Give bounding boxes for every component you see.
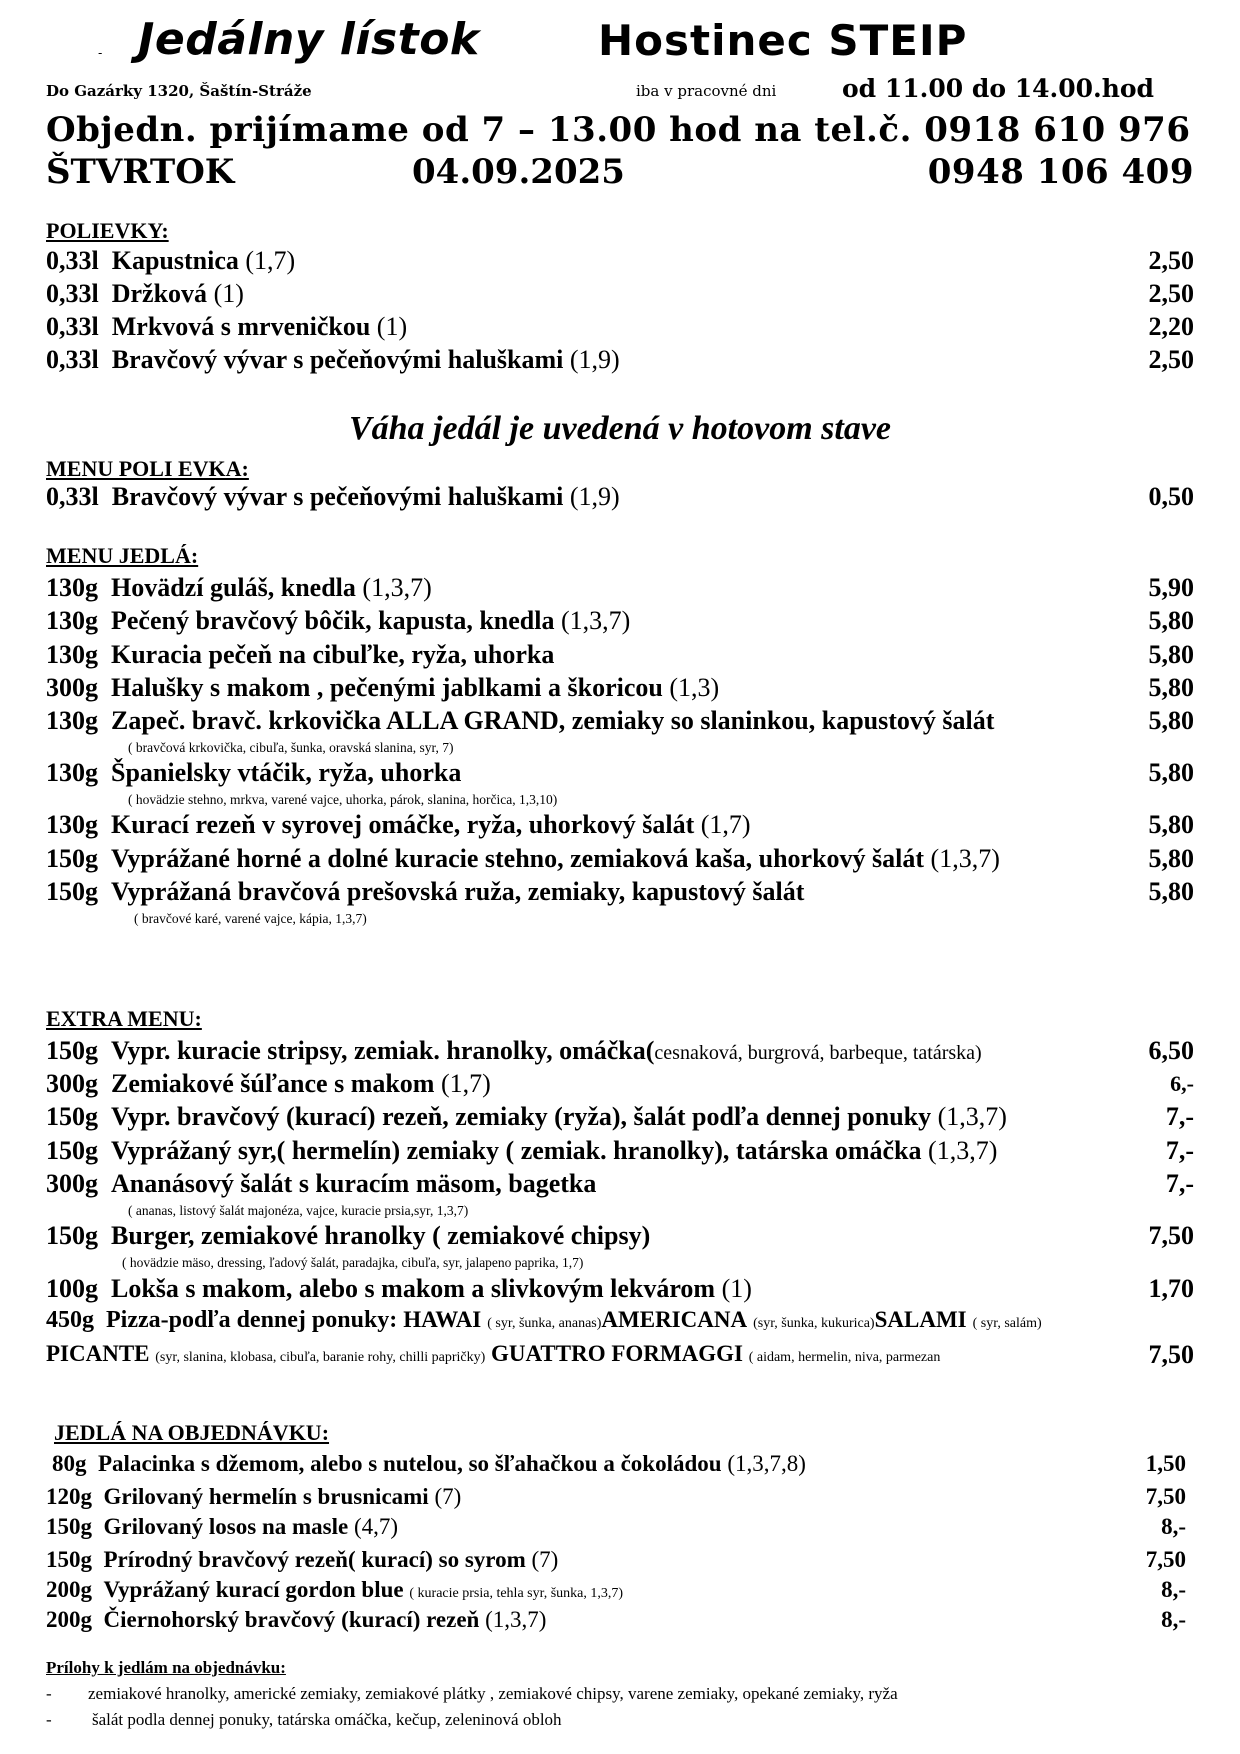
pizza-salami-ingredients: ( syr, salám)	[972, 1316, 1042, 1331]
section-heading-soups: POLIEVKY:	[46, 218, 169, 243]
side-line	[46, 1684, 898, 1704]
sides-heading: Prílohy k jedlám na objednávku:	[46, 1658, 286, 1677]
item-price: 5,80	[1148, 877, 1194, 906]
item-ingredients: ( hovädzie mäso, dressing, ľadový šalát, paradajka, cibuľa, syr, jalapeno paprika, 1,7)	[122, 1255, 584, 1270]
meal-item	[46, 758, 461, 788]
section-heading-on-order: JEDLÁ NA OBJEDNÁVKU:	[54, 1420, 330, 1445]
section-heading-menu-soup: MENU POLI EVKA:	[46, 456, 249, 481]
address: Do Gazárky 1320, Šaštín-Stráže	[46, 82, 312, 100]
item-allergens: (1,3)	[669, 673, 720, 702]
item-weight: 150g	[46, 877, 98, 906]
item-name: Držková	[111, 279, 208, 308]
item-price: 7,-	[1165, 1169, 1194, 1198]
section-heading-menu-meals: MENU JEDLÁ:	[46, 543, 199, 568]
header-dot: -	[98, 46, 103, 60]
item-name: Kuracia pečeň na cibuľke, ryža, uhorka	[111, 640, 555, 669]
item-weight: 80g	[52, 1451, 87, 1476]
item-weight: 300g	[46, 1169, 98, 1198]
item-allergens: (7)	[531, 1547, 559, 1572]
pizza-salami: SALAMI	[874, 1307, 967, 1332]
order-item	[52, 1451, 806, 1477]
side-line	[46, 1710, 562, 1730]
item-name: Grilovaný losos na masle	[103, 1514, 349, 1539]
item-allergens: (4,7)	[353, 1514, 399, 1539]
item-price: 1,50	[1145, 1451, 1186, 1476]
order-item	[46, 1577, 623, 1603]
item-price: 8,-	[1161, 1577, 1186, 1602]
item-weight: 450g	[46, 1307, 94, 1333]
item-name: Kurací rezeň v syrovej omáčke, ryža, uhorkový šalát	[111, 810, 695, 839]
item-allergens: (1,3,7)	[937, 1102, 1007, 1131]
item-weight: 0,33l	[46, 279, 99, 308]
item-price: 5,90	[1148, 573, 1194, 602]
soup-item	[46, 312, 407, 342]
item-name: Vypr. kuracie stripsy, zemiak. hranolky, omáčka(	[111, 1036, 655, 1065]
item-weight: 150g	[46, 1547, 92, 1572]
item-sauces: cesnaková, burgrová, barbeque, tatárska)	[654, 1042, 982, 1064]
meal-item	[46, 606, 630, 636]
list-dash: -	[46, 1710, 52, 1729]
item-allergens: (1)	[721, 1274, 752, 1303]
item-price: 2,50	[1148, 246, 1194, 275]
item-weight: 130g	[46, 573, 98, 602]
item-price: 7,50	[1148, 1340, 1194, 1369]
order-item	[46, 1514, 398, 1540]
item-name: Pizza-podľa dennej ponuky:	[106, 1307, 398, 1333]
item-name: Vyprážaný kurací gordon blue	[103, 1577, 404, 1602]
pizza-picante-ingredients: (syr, slanina, klobasa, cibuľa, baranie rohy, chilli papričky)	[155, 1350, 486, 1365]
item-price: 5,80	[1148, 758, 1194, 787]
pizza-item	[46, 1307, 1042, 1334]
item-name: Hovädzí guláš, knedla	[111, 573, 356, 602]
item-allergens: (1,3,7)	[485, 1607, 547, 1632]
item-weight: 150g	[46, 844, 98, 873]
item-allergens: (1,7)	[440, 1069, 491, 1098]
item-price: 5,80	[1148, 673, 1194, 702]
item-price: 8,-	[1161, 1514, 1186, 1539]
item-name: Burger, zemiakové hranolky ( zemiakové chipsy)	[111, 1221, 651, 1250]
pizza-americana: AMERICANA	[601, 1307, 748, 1332]
pizza-hawai: HAWAI	[403, 1307, 482, 1332]
item-name: Pečený bravčový bôčik, kapusta, knedla	[111, 606, 555, 635]
item-price: 7,50	[1145, 1547, 1186, 1572]
menu-soup-item	[46, 482, 620, 512]
item-name: Palacinka s džemom, alebo s nutelou, so šľahačkou a čokoládou	[98, 1451, 722, 1476]
item-weight: 0,33l	[46, 482, 99, 511]
item-allergens: (1,9)	[569, 482, 620, 511]
extra-item	[46, 1036, 982, 1066]
item-weight: 150g	[46, 1036, 98, 1065]
day-of-week: ŠTVRTOK	[46, 152, 235, 192]
item-weight: 130g	[46, 758, 98, 787]
phone-number-2: 0948 106 409	[927, 152, 1194, 192]
item-price: 7,-	[1165, 1136, 1194, 1165]
item-name: Mrkvová s mrveničkou	[111, 312, 371, 341]
item-name: Zapeč. bravč. krkovička ALLA GRAND, zemiaky so slaninkou, kapustový šalát	[111, 706, 995, 735]
item-price: 7,50	[1148, 1221, 1194, 1250]
restaurant-name: Hostinec STEIP	[598, 16, 968, 65]
pizza-formaggi: GUATTRO FORMAGGI	[491, 1341, 743, 1366]
item-price: 0,50	[1148, 482, 1194, 511]
item-weight: 0,33l	[46, 312, 99, 341]
item-allergens: (1,3,7,8)	[727, 1451, 806, 1476]
item-weight: 150g	[46, 1514, 92, 1539]
side-text: šalát podla dennej ponuky, tatárska omáčka, kečup, zeleninová obloh	[92, 1710, 562, 1729]
item-name: Bravčový vývar s pečeňovými haluškami	[111, 482, 564, 511]
meal-item	[46, 706, 994, 736]
item-ingredients: ( bravčové karé, varené vajce, kápia, 1,3,7)	[134, 911, 367, 926]
weight-note: Váha jedál je uvedená v hotovom stave	[348, 410, 892, 447]
opening-hours: od 11.00 do 14.00.hod	[842, 74, 1155, 103]
item-allergens: (1,3,7)	[362, 573, 432, 602]
item-price: 5,80	[1148, 640, 1194, 669]
item-allergens: (7)	[434, 1484, 462, 1509]
item-price: 8,-	[1161, 1607, 1186, 1632]
soup-item	[46, 279, 244, 309]
meal-item	[46, 673, 719, 703]
item-name: Zemiakové šúľance s makom	[111, 1069, 435, 1098]
item-price: 5,80	[1148, 706, 1194, 735]
order-item	[46, 1607, 546, 1633]
item-name: Vyprážané horné a dolné kuracie stehno, zemiaková kaša, uhorkový šalát	[111, 844, 925, 873]
orders-line: Objedn. prijímame od 7 – 13.00 hod na tel.č. 0918 610 976	[46, 110, 1191, 150]
side-text: zemiakové hranolky, americké zemiaky, zemiakové plátky , zemiakové chipsy, varene zemiaky, opekané zemiaky, ryža	[88, 1684, 898, 1703]
item-weight: 130g	[46, 640, 98, 669]
soup-item	[46, 246, 295, 276]
extra-item	[46, 1169, 596, 1199]
item-price: 7,-	[1165, 1102, 1194, 1131]
item-ingredients: ( bravčová krkovička, cibuľa, šunka, oravská slanina, syr, 7)	[128, 740, 454, 755]
item-weight: 130g	[46, 706, 98, 735]
item-name: Bravčový vývar s pečeňovými haluškami	[111, 345, 564, 374]
item-name: Španielsky vtáčik, ryža, uhorka	[111, 758, 462, 787]
item-name: Čiernohorský bravčový (kurací) rezeň	[103, 1607, 480, 1632]
pizza-picante: PICANTE	[46, 1341, 150, 1366]
item-weight: 130g	[46, 606, 98, 635]
item-allergens: (1,3,7)	[561, 606, 631, 635]
item-name: Halušky s makom , pečenými jablkami a škoricou	[111, 673, 663, 702]
item-weight: 200g	[46, 1607, 92, 1632]
item-name: Vyprážaný syr,( hermelín) zemiaky ( zemiak. hranolky), tatárska omáčka	[111, 1136, 922, 1165]
item-allergens: (1,9)	[569, 345, 620, 374]
item-allergens: (1)	[376, 312, 408, 341]
item-allergens: (1,7)	[245, 246, 296, 275]
item-allergens: (1,3,7)	[930, 844, 1000, 873]
item-name: Vypr. bravčový (kurací) rezeň, zemiaky (ryža), šalát podľa dennej ponuky	[111, 1102, 932, 1131]
meal-item	[46, 877, 804, 907]
item-allergens: ( kuracie prsia, tehla syr, šunka, 1,3,7)	[409, 1586, 624, 1601]
item-weight: 120g	[46, 1484, 92, 1509]
pizza-formaggi-ingredients: ( aidam, hermelin, niva, parmezan	[748, 1350, 941, 1365]
item-weight: 100g	[46, 1274, 98, 1303]
item-name: Ananásový šalát s kuracím mäsom, bagetka	[111, 1169, 597, 1198]
meal-item	[46, 844, 1000, 874]
item-name: Vyprážaná bravčová prešovská ruža, zemiaky, kapustový šalát	[111, 877, 805, 906]
list-dash: -	[46, 1684, 52, 1703]
pizza-americana-ingredients: (syr, šunka, kukurica)	[753, 1316, 875, 1331]
extra-item	[46, 1069, 491, 1099]
item-weight: 150g	[46, 1102, 98, 1131]
item-weight: 300g	[46, 1069, 98, 1098]
item-weight: 300g	[46, 673, 98, 702]
meal-item	[46, 573, 432, 603]
order-item	[46, 1484, 461, 1510]
item-price: 6,-	[1170, 1071, 1194, 1096]
extra-item	[46, 1221, 650, 1251]
item-ingredients: ( ananas, listový šalát majonéza, vajce, kuracie prsia,syr, 1,3,7)	[128, 1203, 469, 1218]
item-price: 2,50	[1148, 345, 1194, 374]
pizza-hawai-ingredients: ( syr, šunka, ananas)	[487, 1316, 602, 1331]
item-price: 5,80	[1148, 606, 1194, 635]
menu-date: 04.09.2025	[412, 152, 625, 192]
item-weight: 0,33l	[46, 345, 99, 374]
item-price: 2,50	[1148, 279, 1194, 308]
extra-item	[46, 1102, 1007, 1132]
extra-item	[46, 1274, 752, 1304]
item-weight: 130g	[46, 810, 98, 839]
item-price: 1,70	[1148, 1274, 1194, 1303]
section-heading-extra-menu: EXTRA MENU:	[46, 1006, 202, 1031]
item-name: Prírodný bravčový rezeň( kurací) so syrom	[103, 1547, 526, 1572]
item-weight: 150g	[46, 1136, 98, 1165]
item-price: 7,50	[1145, 1484, 1186, 1509]
extra-item	[46, 1136, 997, 1166]
item-price: 2,20	[1148, 312, 1194, 341]
menu-title: Jedálny lístok	[138, 14, 480, 65]
hours-prefix: iba v pracovné dni	[636, 82, 777, 100]
item-price: 5,80	[1148, 844, 1194, 873]
meal-item	[46, 810, 751, 840]
item-price: 5,80	[1148, 810, 1194, 839]
item-allergens: (1)	[213, 279, 244, 308]
item-weight: 0,33l	[46, 246, 99, 275]
item-name: Lokša s makom, alebo s makom a slivkovým lekvárom	[111, 1274, 716, 1303]
pizza-item-continued	[46, 1341, 940, 1367]
item-name: Kapustnica	[111, 246, 239, 275]
item-ingredients: ( hovädzie stehno, mrkva, varené vajce, uhorka, párok, slanina, horčica, 1,3,10)	[128, 792, 558, 807]
order-item	[46, 1547, 558, 1573]
item-allergens: (1,7)	[700, 810, 751, 839]
item-price: 6,50	[1148, 1036, 1194, 1065]
item-weight: 150g	[46, 1221, 98, 1250]
soup-item	[46, 345, 620, 375]
item-name: Grilovaný hermelín s brusnicami	[103, 1484, 429, 1509]
meal-item	[46, 640, 554, 670]
item-weight: 200g	[46, 1577, 92, 1602]
item-allergens: (1,3,7)	[928, 1136, 998, 1165]
